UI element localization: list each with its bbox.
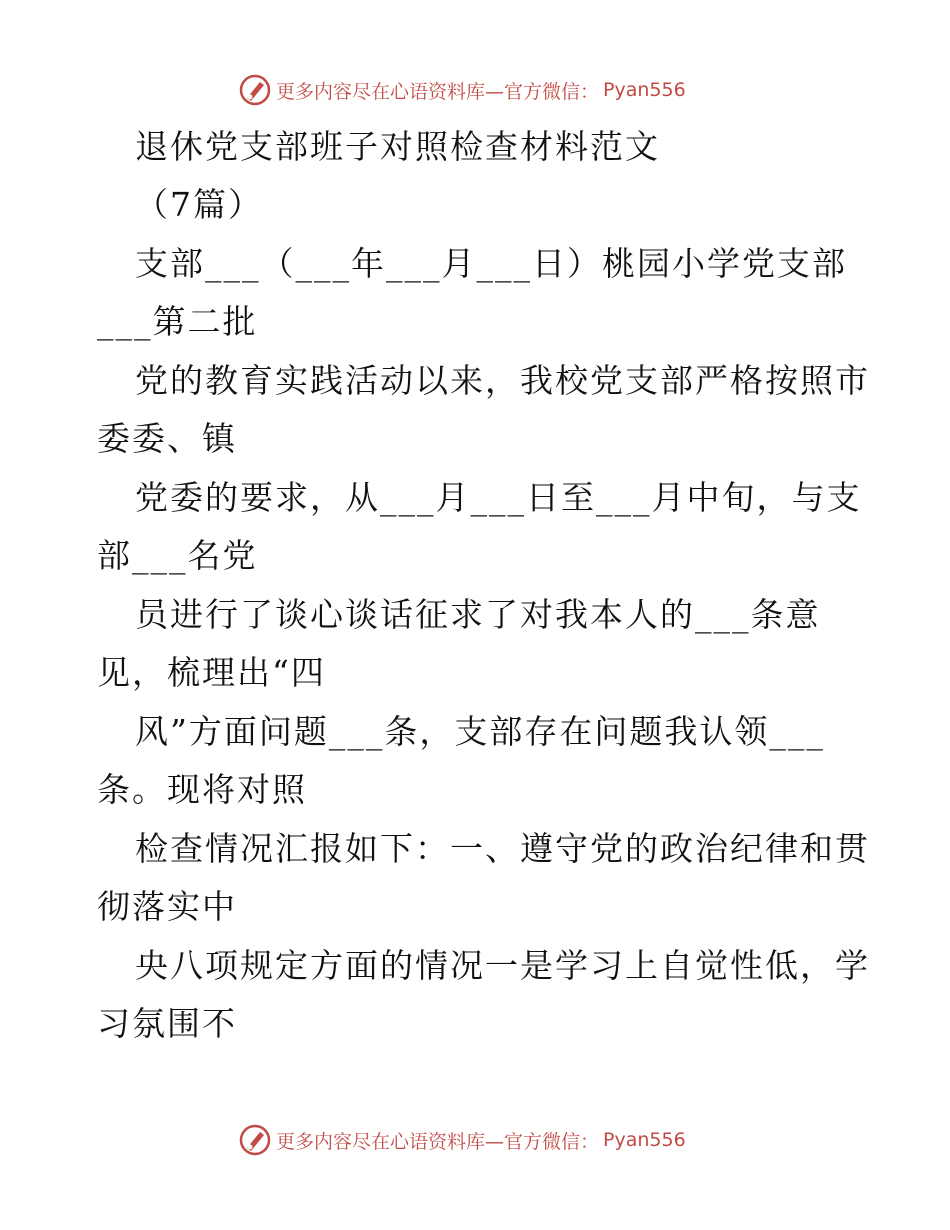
pen-logo-icon — [238, 1123, 272, 1157]
paragraph-line: 党委的要求，从___月___日至___月中旬，与支 — [135, 478, 862, 517]
paragraph-line: 部___名党 — [97, 536, 258, 575]
paragraph-line: 检查情况汇报如下：一、遵守党的政治纪律和贯 — [135, 829, 870, 868]
paragraph-line: 风”方面问题___条，支部存在问题我认领___ — [135, 712, 825, 751]
document-title: 退休党支部班子对照检查材料范文 — [135, 127, 660, 166]
watermark-header — [238, 73, 686, 107]
watermark-wechat-id: Pyan556 — [603, 1129, 686, 1151]
paragraph-line: 党的教育实践活动以来，我校党支部严格按照市 — [135, 361, 870, 400]
paragraph-line: 员进行了谈心谈话征求了对我本人的___条意 — [135, 595, 821, 634]
paragraph-line: 彻落实中 — [97, 887, 237, 926]
pen-logo-icon — [238, 73, 272, 107]
paragraph-line: ___第二批 — [97, 302, 258, 341]
paragraph-line: 央八项规定方面的情况一是学习上自觉性低，学 — [135, 946, 870, 985]
watermark-wechat-id: Pyan556 — [603, 79, 686, 101]
paragraph-line: 条。现将对照 — [97, 770, 307, 809]
paragraph-line: 见，梳理出“四 — [97, 653, 326, 692]
watermark-text: 更多内容尽在心语资料库—官方微信： — [276, 1130, 600, 1153]
watermark-footer — [238, 1123, 686, 1157]
watermark-text: 更多内容尽在心语资料库—官方微信： — [276, 80, 600, 103]
paragraph-line: 委委、镇 — [97, 419, 237, 458]
document-subtitle: （7篇） — [135, 185, 263, 224]
paragraph-line: 支部___（___年___月___日）桃园小学党支部 — [135, 244, 847, 283]
paragraph-line: 习氛围不 — [97, 1004, 237, 1043]
